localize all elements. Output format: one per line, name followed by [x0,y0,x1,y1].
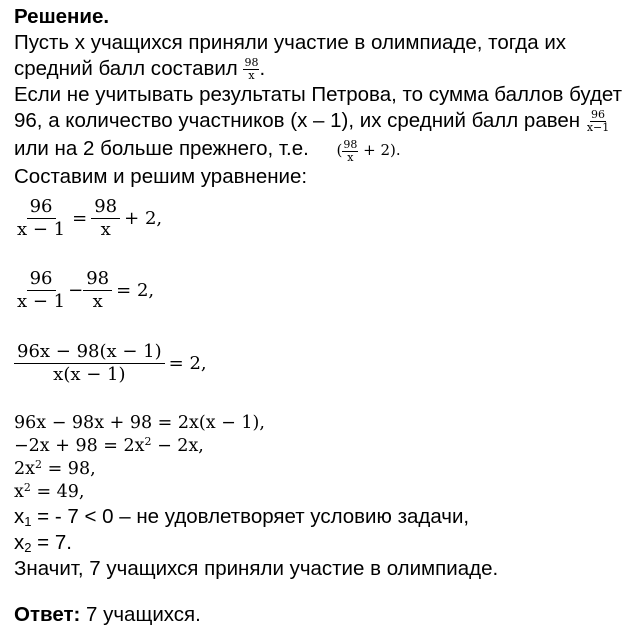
equation-1-left-fraction [14,196,68,241]
equation-operator: − [68,280,84,302]
equation-rest: + 2, [124,208,163,230]
root-2-text: = 7. [31,530,72,554]
math-line-3 [14,458,594,481]
fraction-denominator: x [100,219,111,241]
solution-document [14,4,622,628]
answer-line [14,602,594,628]
root-index: 2 [24,539,32,555]
fraction-numerator: 98 [83,268,112,291]
paragraph-4-text: 96, а количество участников (х – 1), их средний балл равен [14,109,581,133]
math-line-4-left: x [14,481,24,502]
fraction-numerator: 98 [244,56,259,70]
math-line-3-left: 2x [14,458,36,479]
fraction-denominator: x(x − 1) [53,364,126,386]
solution-heading: Решение. [14,5,110,28]
equation-operator: = [72,208,88,230]
answer-label: Ответ: [14,602,81,626]
fraction-denominator: x [347,150,354,164]
equation-1 [14,190,594,248]
exponent: 2 [144,434,152,448]
average-score-fraction [243,57,259,82]
fraction-numerator: 96 [27,196,56,219]
math-line-3-right: = 98, [42,458,96,479]
paragraph-3: Если не учитывать результаты Петрова, то сумма баллов будет [14,83,622,107]
root-variable: x [14,530,25,554]
new-average-fraction [586,109,610,134]
math-line-4-right: = 49, [30,481,85,502]
math-line-1: 96x − 98x + 98 = 2x(x − 1), [14,412,265,433]
equation-3 [14,334,594,394]
conclusion: Значит, 7 учащихся приняли участие в олимпиаде. [14,556,499,580]
fraction-numerator: 96 [591,108,606,122]
fraction-numerator: 96 [27,268,56,291]
equation-2-right-fraction [83,268,112,313]
fraction-denominator: x [92,291,103,313]
root-variable: x [14,504,25,528]
paragraph-5-text: или на 2 больше прежнего, т.е. [14,137,309,161]
paragraph-1: Пусть х учащихся приняли участие в олимпиаде, тогда их [14,31,567,54]
fraction-denominator: x − 1 [17,291,66,313]
equation-2 [14,262,594,320]
paragraph-5 [14,136,594,164]
equation-rest: = 2, [168,353,207,375]
math-line-2-right: − 2x, [151,435,204,456]
paragraph-4 [14,108,610,135]
exponent: 2 [23,480,31,494]
equation-2-left-fraction [14,268,68,313]
root-index: 1 [24,513,32,529]
equation-3-fraction [14,341,165,386]
paragraph-2-text: средний балл составил [14,57,238,80]
equation-rest: = 2, [116,280,155,302]
paragraph-2 [14,56,594,82]
equation-1-right-fraction [91,196,120,241]
fraction-numerator: 98 [343,137,358,151]
fraction-denominator: x − 1 [17,219,66,241]
fraction-numerator: 98 [91,196,120,219]
root-1-line [14,504,594,530]
root-2-line [14,530,594,556]
exponent: 2 [35,457,43,471]
answer-text: 7 учащихся. [80,602,201,626]
fraction-numerator: 96x − 98(x − 1) [14,341,165,364]
paragraph-2-end: . [259,57,266,80]
open-paren: ( [336,141,343,160]
math-line-2 [14,435,594,458]
fraction-denominator: x−1 [586,121,610,135]
math-line-4 [14,481,594,504]
expression-rest: + 2). [363,141,401,160]
fraction-denominator: x [248,69,255,83]
math-line-2-left: −2x + 98 = 2x [14,435,145,456]
root-1-text: = - 7 < 0 – не удовлетворяет условию задачи, [31,504,470,528]
paragraph-6: Составим и решим уравнение: [14,164,308,188]
expression-fraction [342,139,358,164]
paragraph-5-expression [336,137,401,164]
